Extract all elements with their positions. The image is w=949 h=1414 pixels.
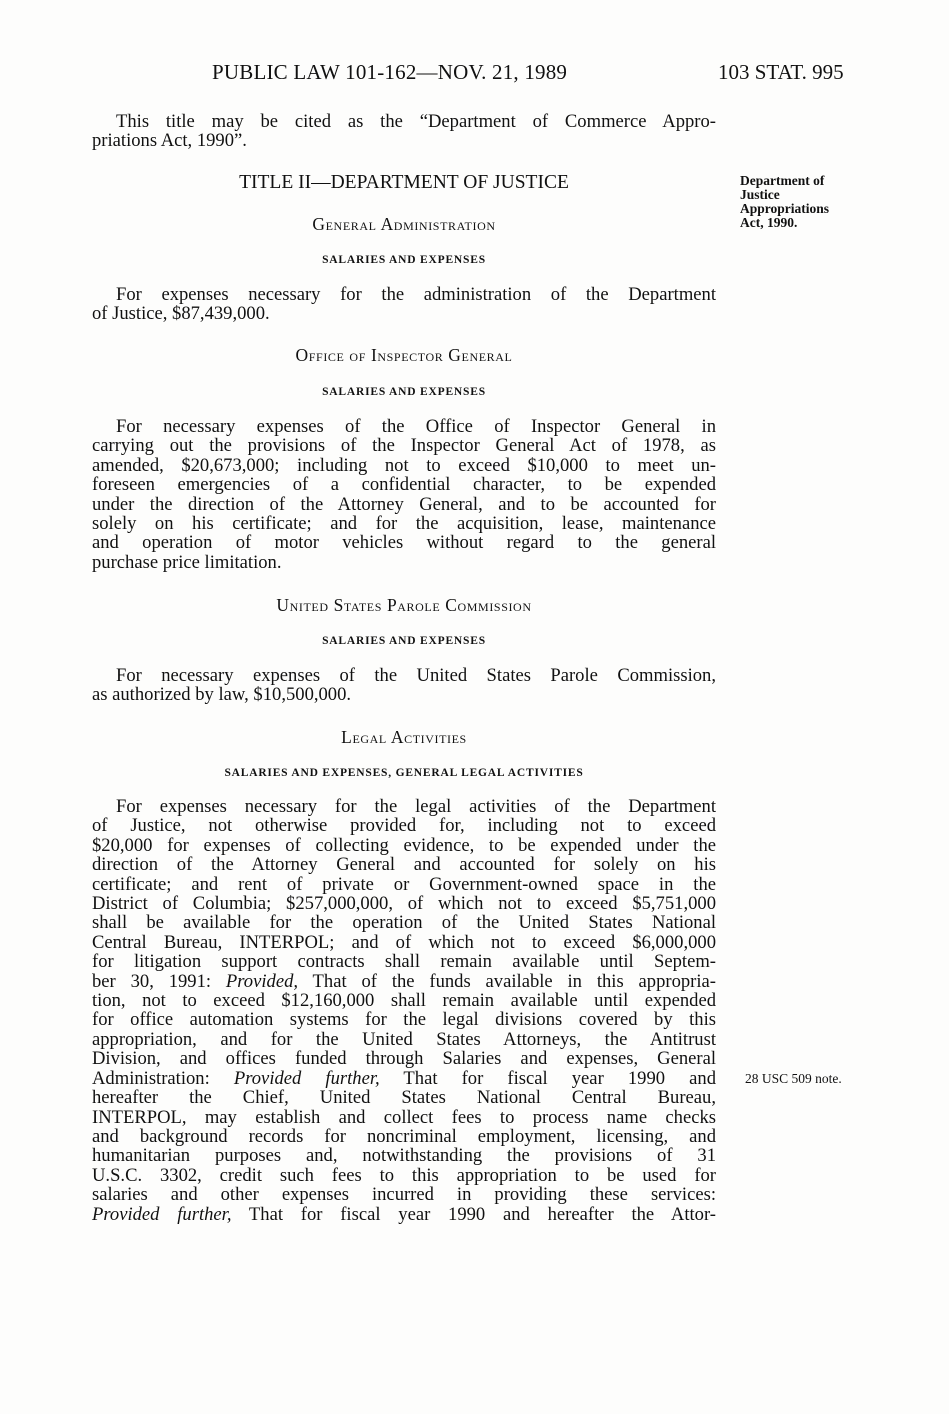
text-line: This title may be cited as the “Department of Commerce Appro- — [116, 111, 716, 132]
section-heading-inspector-general: Office of Inspector General — [295, 345, 513, 365]
text-run: That for fiscal year 1990 and — [379, 1067, 716, 1089]
text-line: and background records for noncriminal employment, licensing, and — [92, 1125, 716, 1147]
text-line: solely on his certificate; and for the acquisition, lease, maintenance — [92, 513, 716, 535]
text-line: appropriation, and for the United States Attorneys, the Antitrust — [92, 1028, 716, 1050]
text-line: Division, and offices funded through Salaries and expenses, General — [92, 1048, 716, 1070]
text-line: For expenses necessary for the legal activities of the Department — [116, 796, 716, 817]
section-heading-general-administration: General Administration — [312, 214, 496, 234]
sidenote-line: Act, 1990. — [740, 215, 798, 230]
citation-paragraph — [92, 112, 716, 151]
text-line: for litigation support contracts shall remain available until Septem- — [92, 951, 716, 973]
text-line: U.S.C. 3302, credit such fees to this appropriation to be used for — [92, 1164, 716, 1186]
proviso-emphasis: Provided, — [225, 970, 299, 992]
text-line — [92, 1205, 716, 1224]
text-line: priations Act, 1990”. — [92, 130, 247, 152]
subheading-general-legal-activities: SALARIES AND EXPENSES, GENERAL LEGAL ACTIVITIES — [224, 767, 584, 779]
text-line: humanitarian purposes and, notwithstanding the provisions of 31 — [92, 1145, 716, 1167]
text-line: for office automation systems for the legal divisions covered by this — [92, 1009, 716, 1031]
sidenote-usc-reference: 28 USC 509 note. — [745, 1071, 842, 1086]
subheading-salaries: SALARIES AND EXPENSES — [322, 254, 486, 266]
text-line: of Justice, not otherwise provided for, including not to exceed — [92, 815, 716, 837]
paragraph-general-administration — [92, 285, 716, 324]
text-line: District of Columbia; $257,000,000, of which not to exceed $5,751,000 — [92, 893, 716, 915]
page-number: 103 STAT. 995 — [718, 60, 844, 84]
title-heading: TITLE II—DEPARTMENT OF JUSTICE — [239, 172, 569, 193]
sidenote-act-name — [740, 174, 829, 230]
text-line: amended, $20,673,000; including not to exceed $10,000 to meet un- — [92, 454, 716, 476]
text-line: salaries and other expenses incurred in providing these services: — [92, 1184, 716, 1206]
sidenote-line: Department of — [740, 173, 825, 188]
text-line: foreseen emergencies of a confidential character, to be expended — [92, 474, 716, 496]
text-line: shall be available for the operation of the United States National — [92, 912, 716, 934]
text-line: $20,000 for expenses of collecting evidence, to be expended under the — [92, 834, 716, 856]
text-line: certificate; and rent of private or Government-owned space in the — [92, 873, 716, 895]
text-line: as authorized by law, $10,500,000. — [92, 684, 352, 706]
text-line: INTERPOL, may establish and collect fees to process name checks — [92, 1106, 716, 1128]
text-run: ber 30, 1991: — [92, 970, 226, 992]
proviso-emphasis: Provided further, — [92, 1203, 232, 1225]
text-line: carrying out the provisions of the Inspector General Act of 1978, as — [92, 435, 716, 457]
proviso-emphasis: Provided further, — [233, 1067, 380, 1089]
paragraph-parole-commission — [92, 666, 716, 705]
text-line — [92, 972, 716, 991]
paragraph-inspector-general — [92, 417, 716, 572]
text-line — [92, 1069, 716, 1088]
text-run: That for fiscal year 1990 and hereafter the Attor- — [231, 1203, 716, 1225]
sidenote-line: Appropriations — [740, 201, 830, 216]
text-line: tion, not to exceed $12,160,000 shall remain available until expended — [92, 990, 716, 1012]
text-line: direction of the Attorney General and accounted for solely on his — [92, 854, 716, 876]
paragraph-legal-activities — [92, 797, 716, 1224]
text-line: purchase price limitation. — [92, 551, 282, 573]
subheading-salaries: SALARIES AND EXPENSES — [322, 386, 486, 398]
text-line: Central Bureau, INTERPOL; and of which not to exceed $6,000,000 — [92, 931, 716, 953]
text-line: For necessary expenses of the United States Parole Commission, — [116, 665, 716, 686]
text-line: hereafter the Chief, United States National Central Bureau, — [92, 1087, 716, 1109]
sidenote-line: Justice — [740, 187, 780, 202]
text-run: Administration: — [92, 1067, 234, 1089]
running-header: PUBLIC LAW 101-162—NOV. 21, 1989 — [212, 60, 568, 84]
text-line: and operation of motor vehicles without regard to the general — [92, 532, 716, 554]
section-heading-legal-activities: Legal Activities — [341, 727, 467, 747]
text-run: That of the funds available in this appropria- — [298, 970, 716, 992]
subheading-salaries: SALARIES AND EXPENSES — [322, 635, 486, 647]
text-line: For expenses necessary for the administration of the Department — [116, 284, 716, 305]
section-heading-parole-commission: United States Parole Commission — [276, 595, 532, 615]
text-line: For necessary expenses of the Office of Inspector General in — [116, 416, 716, 437]
text-line: of Justice, $87,439,000. — [92, 303, 270, 325]
text-line: under the direction of the Attorney General, and to be accounted for — [92, 493, 716, 515]
